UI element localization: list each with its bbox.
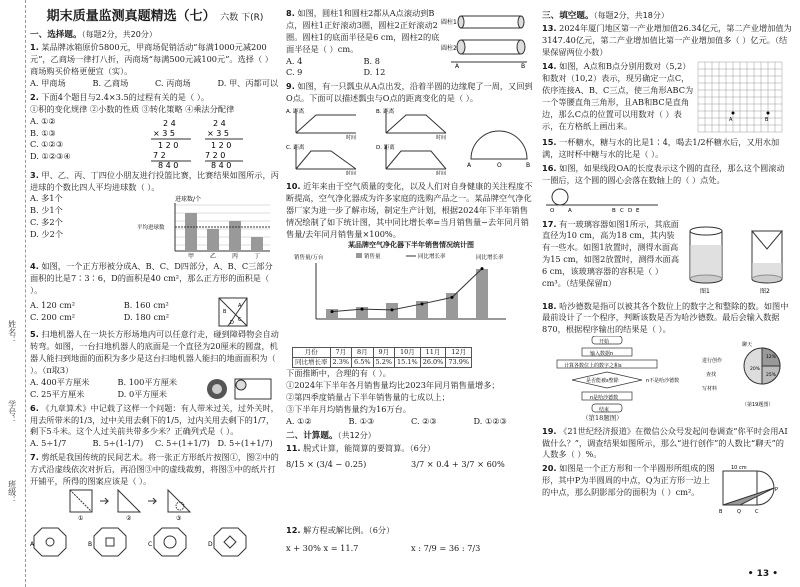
question-number: 8. bbox=[286, 8, 295, 18]
option-b: B. 8 bbox=[363, 55, 380, 66]
question-number: 19. bbox=[542, 425, 557, 436]
statement-2: ②第四季度销量占下半年销售量的七成以上； bbox=[286, 392, 450, 403]
option-a: A. 甲商场 bbox=[30, 77, 66, 88]
point-a: A bbox=[568, 207, 572, 213]
expression-1: 8/15 × (3/4 − 0.25) bbox=[286, 459, 367, 470]
question-10 bbox=[286, 181, 536, 428]
svg-text:O: O bbox=[497, 162, 502, 170]
question-text: 剪纸是我国传统的民间艺术。将一张正方形纸片按图①，图②中的方式沿虚线依次对折后，再沿图③中的虚线裁剪，将图③中的纸片打开铺平，所得的图案应该是（ ）。 bbox=[30, 452, 279, 486]
svg-text:P: P bbox=[775, 487, 779, 494]
expression-2: 3/7 × 0.4 + 3/7 × 60% bbox=[411, 459, 505, 470]
pie-pct-3: 20% bbox=[750, 367, 761, 373]
pie-pct-1: 12% bbox=[766, 355, 777, 361]
title-subtitle: 六数 下(R) bbox=[220, 13, 264, 23]
paper-fold-figure bbox=[30, 488, 280, 522]
id-label: 学号： bbox=[7, 400, 17, 424]
flow-end: 结束 bbox=[599, 407, 610, 414]
question-number: 3. bbox=[30, 169, 39, 180]
svg-text:B: B bbox=[526, 162, 531, 170]
question-text: 甲、乙、丙、丁四位小朋友进行投篮比赛，比赛结果如图所示，丙进球的个数比四人平均进球数（ ）。 bbox=[30, 169, 279, 192]
statement-3: ③下半年月均销售量约为16万台。 bbox=[286, 404, 412, 415]
svg-text:B: B bbox=[222, 309, 226, 316]
x-label-ding: 丁 bbox=[254, 253, 261, 260]
point-b: B bbox=[612, 207, 616, 213]
svg-text:1 2 0: 1 2 0 bbox=[157, 140, 178, 150]
page-title bbox=[30, 8, 280, 27]
fig-18-caption: （第18题图） bbox=[582, 414, 623, 423]
svg-text:D: D bbox=[229, 320, 234, 327]
option-c: C. ①②③ bbox=[30, 139, 64, 150]
section-title: 三、填空题。 bbox=[542, 11, 594, 21]
option-b: B. 少1个 bbox=[30, 205, 63, 216]
fig-1-label: ① bbox=[78, 514, 84, 522]
sales-chart bbox=[286, 251, 536, 343]
bar-ding bbox=[251, 237, 263, 251]
option-a: A. 5÷1/7 bbox=[30, 438, 67, 449]
section-title: 一、选择题。 bbox=[30, 29, 82, 40]
question-number: 17. bbox=[542, 218, 557, 229]
question-text: 近年来由于空气质量的变化，以及人们对自身健康的关注程度不断提高，空气净化器成为许多家庭的选购产品之一。某品牌空气净化器厂家为进一步了解市场，制定生产计划，根据2024年下半年销售情况绘制了如下统计图，其中同比增长率=当月销售量−去年同月销售量/去年同月销售量×100%。 bbox=[286, 181, 533, 239]
question-number: 7. bbox=[30, 452, 39, 463]
fig-1-label: 图1 bbox=[700, 287, 710, 295]
distance-graphs bbox=[286, 105, 536, 175]
question-number: 9. bbox=[286, 81, 295, 92]
question-11 bbox=[286, 443, 536, 523]
flow-decision: 是否能被s整除 bbox=[586, 378, 619, 385]
option-a: A. 400平方厘米 bbox=[30, 376, 90, 387]
question-8 bbox=[286, 8, 536, 79]
option-b: B bbox=[88, 540, 93, 548]
x-label-yi: 乙 bbox=[210, 253, 217, 260]
option-c: C. ②③ bbox=[411, 415, 437, 426]
option-c: C bbox=[148, 540, 153, 548]
fig-2-label: ② bbox=[126, 514, 132, 522]
question-20 bbox=[542, 463, 792, 515]
question-text: 如图，一个正方形被分成A、B、C、D四部分，A、B、C三部分面积的比是7∶3∶6，D的面积是40 cm²，那么正方形的面积是（ ）。 bbox=[30, 261, 273, 296]
svg-text:8 4 0: 8 4 0 bbox=[157, 160, 178, 168]
chart-ylabel: 销售量/万台 bbox=[294, 254, 324, 261]
column-3 bbox=[542, 8, 792, 517]
option-d: D. ①②③ bbox=[473, 415, 507, 426]
option-b: B. 乙商场 bbox=[92, 77, 129, 88]
statement-1: ①2024年下半年各月销售量均比2023年同月销售量增多； bbox=[286, 380, 500, 391]
pie-label-create: 进行创作 bbox=[702, 358, 723, 365]
flowchart-figure bbox=[542, 336, 702, 414]
option-c: C. 丙商场 bbox=[155, 77, 191, 88]
question-text: 有一玻璃容器如图1所示，其底面直径为10 cm，高为18 cm，其内装有一些水。如图1放置时，测得水面高为15 cm，如图2放置时，测得水面高6 cm，该玻璃容器的容积是（ ）cm³。（结果保留π） bbox=[542, 218, 680, 289]
option-a: A. 距离 bbox=[286, 109, 305, 116]
option-d: D. 少2个 bbox=[30, 229, 64, 240]
option-a: A. ①② bbox=[30, 115, 56, 126]
title-text: 期末质量监测真题精选（七） bbox=[46, 9, 216, 24]
option-a: A. 多1个 bbox=[30, 193, 63, 204]
pie-pct-2: 25% bbox=[766, 373, 777, 379]
section-note: （每题2分，共18分） bbox=[593, 11, 669, 20]
question-16 bbox=[542, 163, 792, 217]
option-d: D. ①②③④ bbox=[30, 151, 71, 162]
option-c: C. 多2个 bbox=[30, 217, 63, 228]
option-b: B. ①③ bbox=[348, 415, 375, 426]
growth-point bbox=[481, 267, 484, 270]
question-text: 解方程或解比例。（6分） bbox=[303, 525, 395, 536]
question-6 bbox=[30, 403, 280, 451]
section-1-header bbox=[30, 29, 280, 41]
sales-table: 月份 7月 8月 9月 10月 11月 12月 同比增长率 2.3% 6.5% 5.2% 15.1% 26.0% 73.9% bbox=[292, 347, 472, 369]
svg-text:A: A bbox=[729, 117, 733, 124]
legend-sales: 销售量 bbox=[364, 253, 381, 260]
bar-jia bbox=[185, 213, 197, 251]
question-number: 18. bbox=[542, 300, 557, 311]
grid-figure bbox=[697, 61, 789, 135]
question-1 bbox=[30, 42, 280, 90]
question-number: 10. bbox=[286, 181, 301, 192]
cylinder-1-label: 圆柱1 bbox=[441, 19, 457, 26]
question-12 bbox=[286, 525, 536, 555]
svg-text:2 4: 2 4 bbox=[162, 118, 176, 128]
question-number: 11. bbox=[286, 443, 301, 454]
column-2 bbox=[286, 8, 536, 557]
class-label: 班级： bbox=[7, 480, 17, 504]
sub-question: 下面推断中，合理的有（ ）。 bbox=[286, 368, 391, 379]
option-d: D. 0平方厘米 bbox=[117, 388, 167, 399]
question-number: 16. bbox=[542, 162, 557, 173]
question-number: 12. bbox=[286, 525, 301, 536]
svg-text:B: B bbox=[765, 117, 769, 124]
svg-text:Q: Q bbox=[737, 509, 741, 516]
svg-text:A: A bbox=[237, 303, 241, 310]
chart-title: 某品牌空气净化器下半年销售情况统计图 bbox=[348, 240, 474, 250]
option-a: A. 120 cm² bbox=[30, 300, 75, 311]
section-title: 二、计算题。 bbox=[286, 430, 338, 441]
svg-text:× 3 5: × 3 5 bbox=[206, 128, 229, 138]
cylinders-figure bbox=[441, 8, 531, 68]
section-note: （每题2分，共20分） bbox=[81, 29, 157, 39]
chart-y2label: 同比增长率 bbox=[476, 254, 504, 261]
option-d: D. 12 bbox=[363, 67, 386, 78]
flow-no: n不是哈沙德数 bbox=[646, 378, 680, 385]
growth-point bbox=[421, 302, 424, 305]
point-c: C bbox=[620, 207, 624, 213]
question-15 bbox=[542, 137, 792, 161]
question-number: 2. bbox=[30, 91, 39, 102]
question-text: 某品牌冰箱原价5800元，甲商场促销活动“每满1000元减200元”，乙商场一律打八折，丙商场“每满500元减100元”。选择（ ）商场购买价格更便宜（实）。 bbox=[30, 42, 273, 77]
svg-text:B: B bbox=[719, 509, 723, 516]
section-note: （共12分） bbox=[337, 430, 376, 440]
svg-text:A: A bbox=[467, 162, 472, 170]
option-a: A. ①② bbox=[286, 415, 312, 426]
option-b: B. 100平方厘米 bbox=[117, 376, 178, 387]
bar-yi bbox=[207, 229, 219, 251]
question-18 bbox=[542, 301, 792, 424]
option-c: C. 9 bbox=[286, 67, 303, 78]
page-number: • 13 • bbox=[747, 568, 778, 579]
pie-label-chat: 聊天 bbox=[742, 342, 753, 349]
growth-point bbox=[451, 296, 454, 299]
sales-bar bbox=[476, 269, 488, 319]
cylinder-2-label: 圆柱2 bbox=[441, 45, 457, 52]
equation-1: x + 30% x = 11.7 bbox=[286, 543, 359, 554]
question-number: 4. bbox=[30, 261, 39, 272]
svg-text:A: A bbox=[455, 63, 460, 68]
multiplication-figure bbox=[143, 116, 263, 168]
pie-label-write: 写材料 bbox=[702, 386, 718, 393]
question-text: 2024年厦门地区第一产业增加值26.34亿元，第二产业增加值为3147.40亿元，第二产业增加值比第一产业增加值多（ ）亿元。（结果保留两位小数） bbox=[542, 23, 792, 58]
fig-3-label: ③ bbox=[176, 514, 182, 522]
svg-text:C: C bbox=[237, 317, 241, 324]
shaded-area-figure bbox=[717, 463, 787, 515]
question-text: 如图，有一只瓢虫从A点出发，沿着半圆的边缘爬了一周，又回到O点。下面可以描述瓢虫与O点的距离变化的是（ ）。 bbox=[286, 81, 533, 104]
axis-label: 时间 bbox=[346, 135, 357, 142]
growth-point bbox=[391, 308, 394, 311]
question-9 bbox=[286, 81, 536, 179]
question-text: 扫地机器人在一块长方形场地内可以任意行走，碰到障碍物会自动转弯。如图，一台扫地机器人的底面是一个直径为20厘米的圆盘，机器人能扫到地面的面积为多少是这台扫地机器人能扫的地面面积为（ ）。（π取3） bbox=[30, 329, 279, 375]
fig-19-caption: （第19题图） bbox=[742, 402, 774, 409]
binding-strip bbox=[0, 0, 26, 587]
question-text: 下面4个题目与2.4×3.5的过程有关的是（ ）。 bbox=[41, 91, 210, 102]
svg-text:7 2: 7 2 bbox=[152, 150, 166, 160]
svg-text:C: C bbox=[755, 509, 759, 516]
axis-label: 时间 bbox=[436, 171, 447, 176]
option-b: B. 距离 bbox=[376, 109, 395, 116]
question-3 bbox=[30, 170, 280, 260]
chart-ylabel: 进球数/个 bbox=[175, 196, 202, 204]
option-a: A. 4 bbox=[286, 55, 303, 66]
option-b: B. 5÷(1-1/7) bbox=[92, 438, 144, 449]
option-c: C. 5÷(1+1/7) bbox=[155, 438, 210, 449]
question-19 bbox=[542, 426, 792, 462]
question-text: 哈沙德数是指可以被其各个数位上的数字之和整除的数。如图中最前设计了一个程序，判断该数是否为哈沙德数。最后会输入数据870，根据程序输出的结果是（ ）。 bbox=[542, 300, 789, 335]
option-c: C. 200 cm² bbox=[30, 312, 76, 323]
option-d: D. 180 cm² bbox=[123, 312, 170, 323]
basketball-chart bbox=[135, 193, 275, 259]
square-figure bbox=[218, 297, 250, 327]
option-d: D. 距离 bbox=[376, 145, 395, 152]
legend-growth: 同比增长率 bbox=[418, 253, 446, 260]
point-o: O bbox=[550, 207, 555, 213]
point-d: D bbox=[628, 207, 633, 213]
question-number: 6. bbox=[30, 402, 39, 413]
svg-text:× 3 5: × 3 5 bbox=[152, 128, 175, 138]
option-d: D. 5÷(1+1/7) bbox=[217, 438, 273, 449]
growth-point bbox=[361, 307, 364, 310]
question-number: 5. bbox=[30, 329, 39, 340]
robot-figure bbox=[205, 377, 275, 401]
question-5 bbox=[30, 329, 280, 401]
container-figure bbox=[682, 219, 788, 299]
section-3-header bbox=[542, 10, 792, 22]
svg-text:7 2 0: 7 2 0 bbox=[204, 150, 225, 160]
question-7 bbox=[30, 452, 280, 563]
question-number: 20. bbox=[542, 463, 557, 474]
question-text: 《21世纪经济报道》在微信公众号发起问卷调查“你平时会用AI做什么？”，调查结果如图所示，那么“进行创作”的人数比“聊天”的人数多（ ）%。 bbox=[542, 425, 788, 460]
question-text: 如图是一个正方形和一个半圆形所组成的图形，其中P为半圆周的中点，Q为正方形一边上的中点，那么阴影部分的面积为（ ）cm²。 bbox=[542, 463, 715, 498]
avg-label: 平均进球数 bbox=[137, 225, 165, 232]
option-d: D bbox=[208, 540, 213, 548]
option-b: B. ①③ bbox=[30, 127, 56, 138]
option-a: A bbox=[30, 540, 35, 548]
flow-sum: 计算各数位上的数字之和s bbox=[564, 363, 622, 370]
fig-2-label: 图2 bbox=[760, 287, 770, 295]
svg-text:B: B bbox=[521, 63, 526, 68]
question-14 bbox=[542, 61, 792, 135]
name-label: 姓名： bbox=[7, 320, 17, 344]
question-text: 一杯糖水，糖与水的比是1∶4，喝去1/2杯糖水后，又用水加满，这时杯中糖与水的比是（ ）。 bbox=[542, 137, 780, 160]
question-text: 如图，如果线段OA的长度表示这个圆的直径，那么这个圆滚动一圈后，这个圆的圆心会落在数轴上的（ ）点处。 bbox=[542, 162, 785, 185]
number-line-figure bbox=[542, 187, 662, 213]
question-text: 如图，圆柱1和圆柱2都从A点滚动到B点，圆柱1正好滚动3圈，圆柱2正好滚动2圈。圆柱1的底面半径是6 cm，圆柱2的底面半径是（ ）cm。 bbox=[286, 8, 440, 54]
pie-chart-figure bbox=[702, 336, 788, 414]
flow-start: 开始 bbox=[599, 339, 610, 346]
x-label-jia: 甲 bbox=[188, 253, 195, 260]
option-b: B. 160 cm² bbox=[123, 300, 169, 311]
question-13 bbox=[542, 23, 792, 59]
question-17 bbox=[542, 219, 792, 299]
x-label-bing: 丙 bbox=[232, 253, 239, 260]
question-number: 15. bbox=[542, 137, 557, 148]
column-1 bbox=[30, 8, 280, 566]
flow-input: 输入数据n bbox=[590, 351, 614, 358]
bar-bing bbox=[229, 221, 241, 251]
growth-point bbox=[331, 310, 334, 313]
question-text: 如图，A点和B点分别用数对（5,2）和数对（10,2）表示，现另确定一点C，依序连接A、B、C三点，使三角形ABC为一个等腰直角三角形，且AB和BC是直角边，那么C点的位置可以用数对（ ）表示，在方格纸上画出来。 bbox=[542, 61, 694, 131]
section-2-header bbox=[286, 430, 536, 442]
question-2 bbox=[30, 92, 280, 168]
axis-label: 时间 bbox=[346, 171, 357, 176]
axis-label: 时间 bbox=[436, 135, 447, 142]
question-text: 《九章算术》中记载了这样一个问题：有人带米过关，过外关时，用去所带米的1/3，过中关用去剩下的1/5，过内关用去剩下的1/7，剩下5斗米。这个人过关前共带多少米？正确列式是（ ）。 bbox=[30, 402, 279, 437]
option-c: C. 25平方厘米 bbox=[30, 388, 85, 399]
flow-yes: n是哈沙德数 bbox=[590, 395, 619, 402]
equation-2: x : 7/9 = 36 : 7/3 bbox=[411, 543, 481, 554]
question-number: 13. bbox=[542, 23, 557, 34]
svg-text:2 4: 2 4 bbox=[212, 118, 226, 128]
answer-choices-figure bbox=[30, 526, 280, 560]
svg-text:1 2 0: 1 2 0 bbox=[210, 140, 231, 150]
question-4 bbox=[30, 261, 280, 327]
question-text: 脱式计算，能简算的要简算。（6分） bbox=[303, 443, 436, 454]
question-number: 14. bbox=[542, 61, 557, 72]
length-label: 10 cm bbox=[731, 465, 747, 472]
option-d: D. 甲、丙都可以 bbox=[217, 77, 279, 88]
point-e: E bbox=[636, 207, 640, 213]
option-c: C. 距离 bbox=[286, 145, 305, 152]
question-items: ①积的变化规律 ②小数的性质 ③转化策略 ④乘法分配律 bbox=[30, 103, 235, 114]
svg-text:8 4 0: 8 4 0 bbox=[210, 160, 231, 168]
pie-label-search: 查找 bbox=[706, 372, 717, 379]
question-number: 1. bbox=[30, 42, 39, 53]
